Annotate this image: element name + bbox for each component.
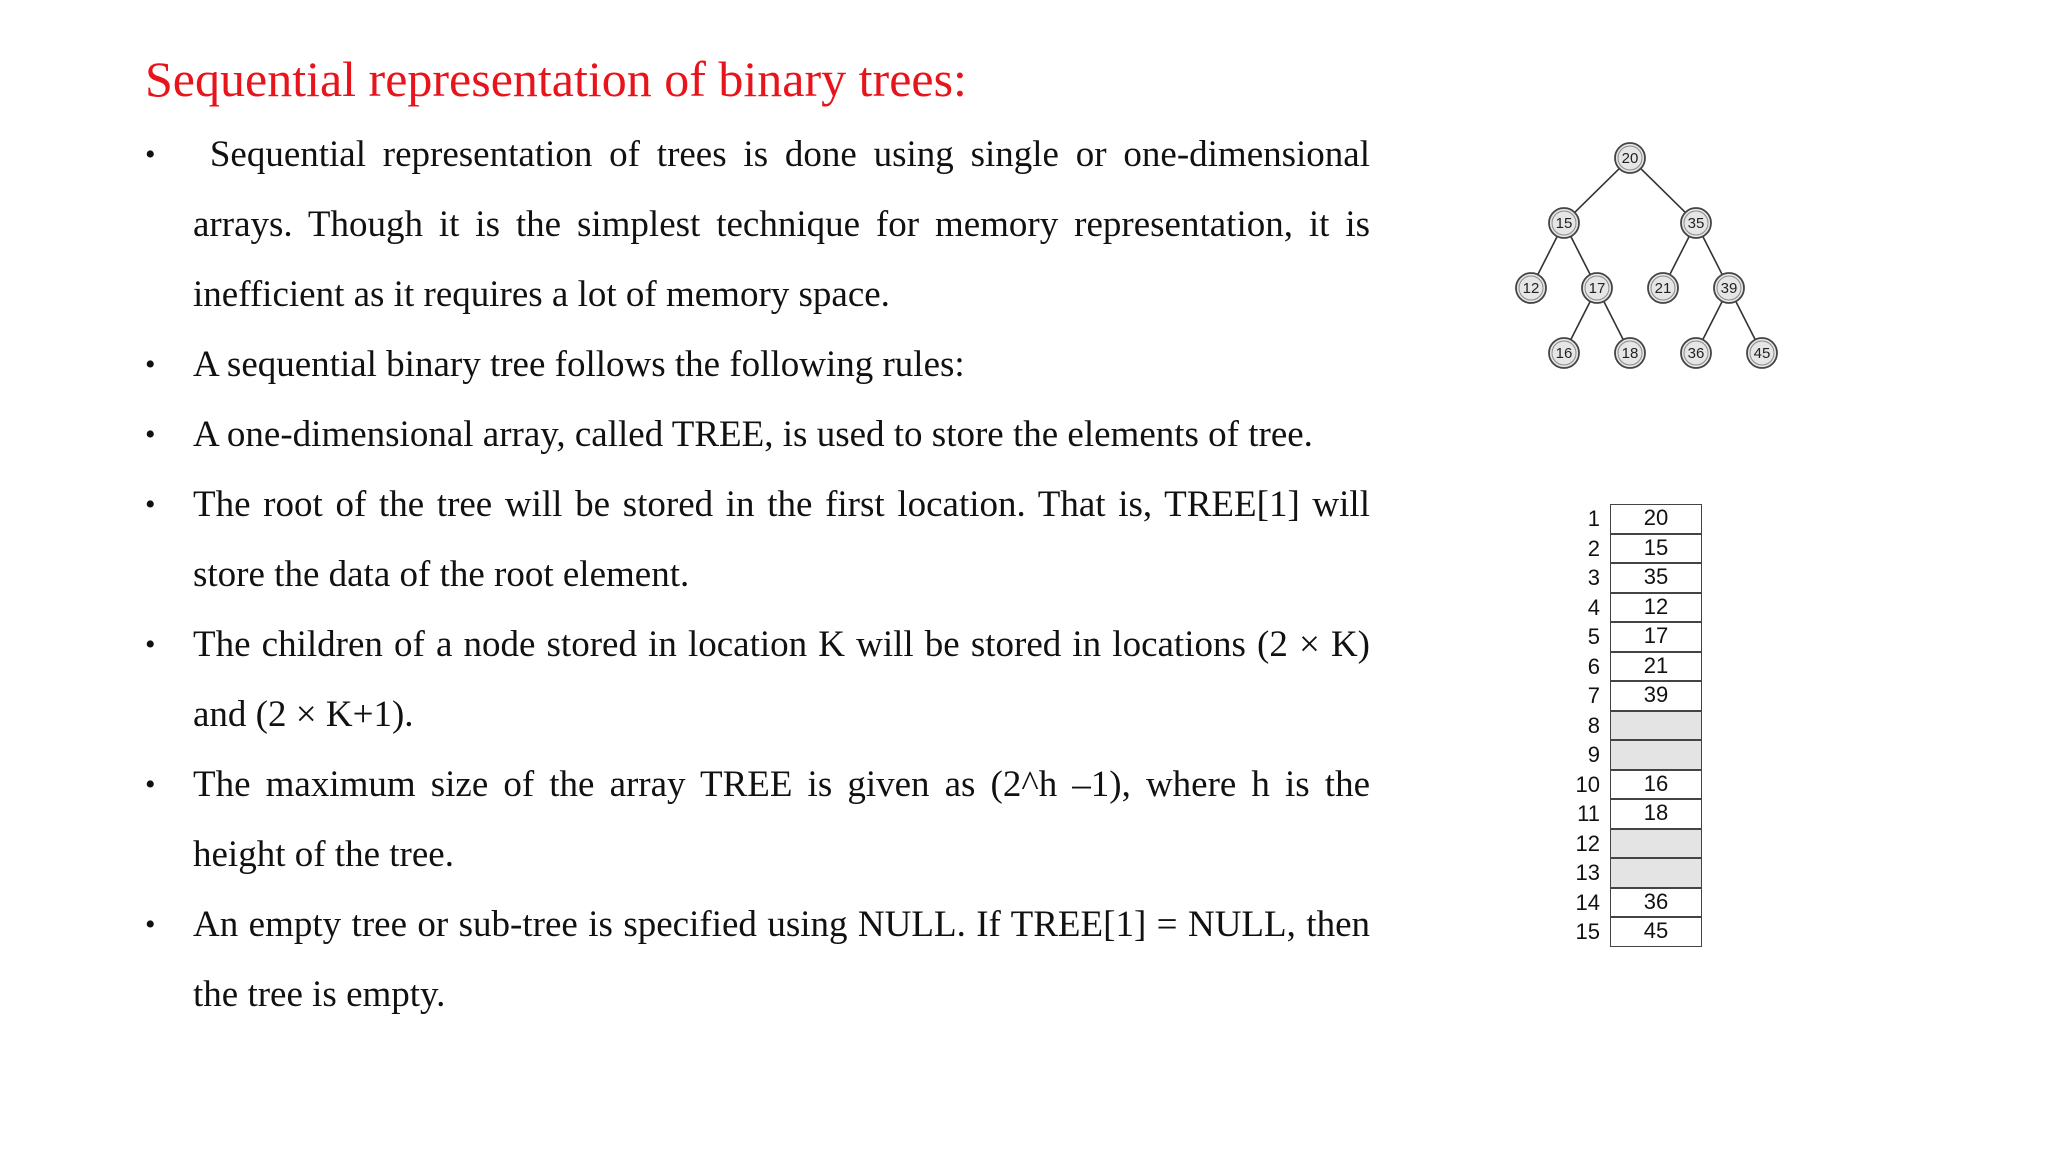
bullet-icon: • — [145, 418, 156, 451]
array-row — [1540, 858, 1710, 888]
bullet-icon: • — [145, 138, 156, 171]
bullet-item — [145, 610, 1370, 750]
tree-node — [1681, 338, 1711, 368]
array-row — [1540, 799, 1710, 829]
array-row — [1540, 829, 1710, 859]
tree-node-label: 17 — [1588, 280, 1606, 297]
bullet-item — [145, 470, 1370, 610]
tree-node — [1549, 208, 1579, 238]
array-index: 9 — [1587, 742, 1600, 767]
array-index: 11 — [1577, 801, 1600, 826]
bullet-text: The maximum size of the array TREE is given as (2^h –1), where h is the height of the tree. — [193, 764, 1370, 875]
tree-edge — [1703, 301, 1722, 339]
array-cell: 39 — [1610, 681, 1702, 711]
array-row — [1540, 563, 1710, 593]
bullet-icon: • — [145, 628, 156, 661]
array-row — [1540, 534, 1710, 564]
array-row — [1540, 593, 1710, 623]
array-cell: 17 — [1610, 622, 1702, 652]
array-row — [1540, 770, 1710, 800]
array-cell-empty — [1610, 829, 1702, 859]
tree-node-label: 36 — [1687, 345, 1705, 362]
array-index: 12 — [1575, 830, 1600, 856]
tree-node — [1681, 208, 1711, 238]
tree-edge — [1736, 301, 1755, 339]
array-index: 1 — [1587, 506, 1600, 531]
array-index: 3 — [1587, 565, 1600, 590]
tree-node — [1648, 273, 1678, 303]
bullet-icon: • — [145, 908, 156, 941]
array-row — [1540, 917, 1710, 947]
slide-title: Sequential representation of binary trees: — [145, 51, 967, 107]
bullet-text: An empty tree or sub-tree is specified using NULL. If TREE[1] = NULL, then the tree is empty. — [193, 904, 1370, 1015]
array-cell-empty — [1610, 858, 1702, 888]
array-row — [1540, 504, 1710, 534]
tree-node-label: 16 — [1555, 345, 1573, 362]
bullet-text: A one-dimensional array, called TREE, is used to store the elements of tree. — [193, 414, 1313, 455]
array-cell: 35 — [1610, 563, 1702, 593]
tree-node — [1549, 338, 1579, 368]
tree-node-label: 21 — [1654, 280, 1672, 297]
array-index: 7 — [1587, 683, 1600, 708]
array-cell-empty — [1610, 711, 1702, 741]
array-cell: 36 — [1610, 888, 1702, 918]
array-cell: 45 — [1610, 917, 1702, 947]
array-cell: 12 — [1610, 593, 1702, 623]
bullet-icon: • — [145, 768, 156, 801]
array-cell: 20 — [1610, 504, 1702, 534]
array-index: 10 — [1575, 771, 1600, 797]
tree-edge — [1571, 236, 1590, 274]
tree-node-label: 15 — [1555, 215, 1573, 232]
tree-node-label: 20 — [1621, 150, 1639, 167]
array-row — [1540, 622, 1710, 652]
tree-edges — [1538, 169, 1755, 340]
array-row — [1540, 681, 1710, 711]
array-index: 14 — [1575, 889, 1600, 915]
tree-edge — [1641, 169, 1686, 213]
array-cell: 18 — [1610, 799, 1702, 829]
array-cell: 16 — [1610, 770, 1702, 800]
bullet-item — [145, 120, 1380, 330]
array-index: 5 — [1587, 624, 1600, 649]
tree-edge — [1571, 301, 1590, 339]
bullet-item — [145, 400, 1370, 470]
array-index: 8 — [1587, 712, 1600, 738]
tree-nodes — [1516, 143, 1777, 368]
array-row — [1540, 888, 1710, 918]
bullet-item — [145, 890, 1370, 1030]
array-index: 6 — [1587, 653, 1600, 679]
array-cell: 15 — [1610, 534, 1702, 564]
bullet-text: Sequential representation of trees is done using single or one-dimensional arrays. Though it is the simplest technique for memory representation, it is inefficient as it requires a lot of memory space. — [193, 134, 1380, 315]
tree-node — [1516, 273, 1546, 303]
tree-node — [1714, 273, 1744, 303]
bullet-item — [145, 330, 1370, 400]
tree-node-label: 35 — [1687, 215, 1705, 232]
array-cell-empty — [1610, 740, 1702, 770]
bullet-text: The root of the tree will be stored in the first location. That is, TREE[1] will store the data of the root element. — [193, 484, 1370, 595]
tree-edge — [1538, 236, 1557, 274]
array-index: 13 — [1575, 860, 1600, 885]
tree-node-label: 45 — [1753, 345, 1771, 362]
array-index: 2 — [1587, 535, 1600, 561]
bullet-text: The children of a node stored in location K will be stored in locations (2 × K) and (2 × K+1). — [193, 624, 1370, 735]
tree-node — [1582, 273, 1612, 303]
tree-edge — [1604, 301, 1623, 339]
bullet-text: A sequential binary tree follows the following rules: — [193, 344, 965, 385]
tree-edge — [1575, 169, 1620, 213]
tree-node-label: 18 — [1621, 345, 1639, 362]
tree-edge — [1703, 236, 1722, 274]
bullet-icon: • — [145, 348, 156, 381]
tree-node — [1747, 338, 1777, 368]
array-row — [1540, 740, 1710, 770]
array-index: 4 — [1587, 594, 1600, 620]
tree-node-label: 39 — [1720, 280, 1738, 297]
tree-node — [1615, 143, 1645, 173]
tree-edge — [1670, 236, 1689, 274]
array-row — [1540, 711, 1710, 741]
tree-array-figure — [1540, 504, 1710, 947]
array-index: 15 — [1575, 919, 1600, 944]
array-row — [1540, 652, 1710, 682]
binary-tree-diagram — [1500, 130, 1800, 390]
bullet-item — [145, 750, 1370, 890]
tree-node — [1615, 338, 1645, 368]
bullet-list — [145, 120, 1380, 1030]
array-cell: 21 — [1610, 652, 1702, 682]
tree-node-label: 12 — [1522, 280, 1540, 297]
bullet-icon: • — [145, 488, 156, 521]
